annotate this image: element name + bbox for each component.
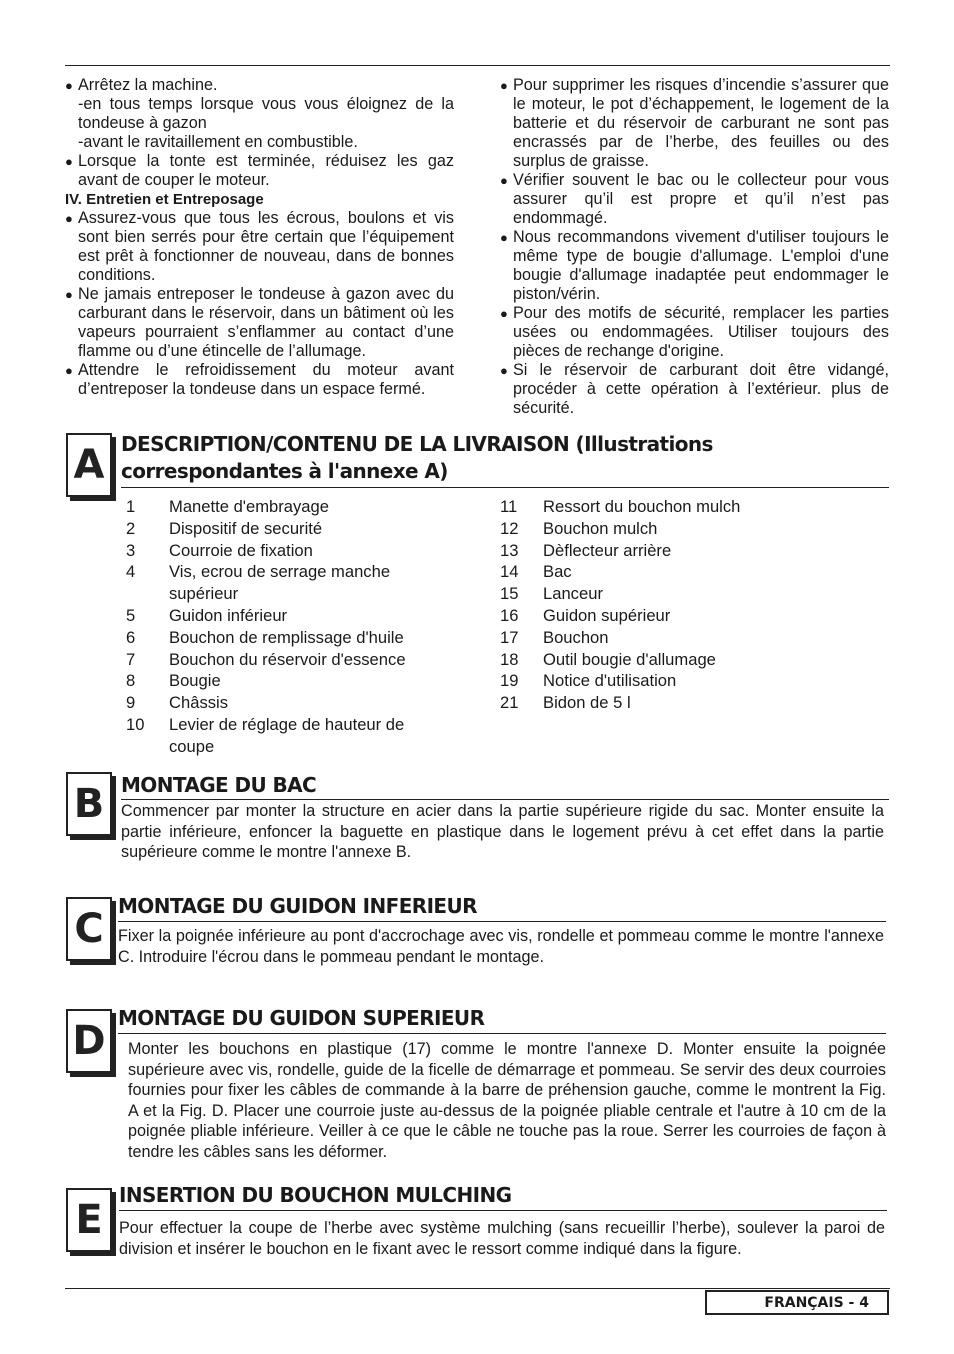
section-b-text: Commencer par monter la structure en acier dans la partie supérieure rigide du sac. Monter ensuite la partie inférieure, enfoncer la baguette en plastique dans le logement prévu à cet effet dans la partie supérieure comme le montre l'annexe B. [121,802,884,862]
bullet-text: ● Si le réservoir de carburant doit être vidangé, procéder à cette opération à l’extérieur. plus de sécurité. [500,361,889,418]
list-item: 13 Dèflecteur arrière [500,540,672,560]
section-e-rule [119,1210,887,1211]
list-item: 17 Bouchon [500,627,609,647]
list-item: 8 Bougie [126,671,221,691]
sub-text: -avant le ravitaillement en combustible. [78,133,358,151]
list-item: 11 Ressort du bouchon mulch [500,497,741,516]
list-item: 21 Bidon de 5 l [500,693,631,713]
section-a-letter: A [66,433,112,497]
page-label: FRANÇAIS - 4 [705,1290,889,1315]
safety-left-column [65,76,454,399]
bullet-text: ● Ne jamais entreposer le tondeuse à gazon avec du carburant dans le réservoir, dans un bâtiment où les vapeurs pourraient s’enflammer au contact d’une flamme ou d’une étincelle de l’allumage. [65,285,454,361]
section-b-title: MONTAGE DU BAC [121,773,317,797]
list-item: 19 Notice d'utilisation [500,671,677,691]
parts-list-left [126,496,446,758]
list-item: 15 Lanceur [500,584,603,604]
parts-list-right [500,496,820,714]
bullet-text: ● Assurez-vous que tous les écrous, boulons et vis sont bien serrés pour être certain que l’équipement est prêt à fonctionner de nouveau, dans de bonnes conditions. [65,209,454,285]
list-item: 18 Outil bougie d'allumage [500,649,716,669]
section-d-title: MONTAGE DU GUIDON SUPERIEUR [118,1006,485,1030]
bullet-text: ● Attendre le refroidissement du moteur avant d’entreposer la tondeuse dans un espace fermé. [65,361,454,399]
section-c-title: MONTAGE DU GUIDON INFERIEUR [118,894,477,918]
footer-rule [65,1288,890,1289]
bullet-text: ● Arrêtez la machine. [65,76,454,95]
list-item: 2 Dispositif de securité [126,518,323,538]
bullet-text: ● Nous recommandons vivement d'utiliser toujours le même type de bougie d'allumage. L'emploi d'une bougie d'allumage inadaptée peut endommager le piston/vérin. [500,228,889,304]
list-item: 1 Manette d'embrayage [126,497,329,516]
sub-text: -en tous temps lorsque vous vous éloignez de la tondeuse à gazon [78,95,454,132]
list-item: 9 Châssis [126,693,229,713]
list-item: 4 Vis, ecrou de serrage manche supérieur [126,562,391,604]
section-e-text: Pour effectuer la coupe de l’herbe avec système mulching (sans recueillir l’herbe), soulever la paroi de division et insérer le bouchon en le fixant avec le ressort comme indiqué dans la figure. [119,1219,885,1258]
list-item: 12 Bouchon mulch [500,518,658,538]
bullet-text: ● Vérifier souvent le bac ou le collecteur pour vous assurer qu’il est propre et qu’il n’est pas endommagé. [500,171,889,228]
list-item: 7 Bouchon du réservoir d'essence [126,649,406,669]
list-item: 14 Bac [500,562,572,582]
list-item: 5 Guidon inférieur [126,605,288,625]
section-d-letter: D [66,1009,112,1073]
list-item: 3 Courroie de fixation [126,540,313,560]
section-a-title: DESCRIPTION/CONTENU DE LA LIVRAISON (Illustrations correspondantes à l'annexe A) [121,432,713,483]
section-e-title: INSERTION DU BOUCHON MULCHING [119,1183,512,1207]
safety-right-column [500,76,889,418]
section-a-rule [121,487,889,488]
section-e-letter: E [66,1188,112,1252]
section-b-letter: B [66,772,112,836]
section-c-letter: C [66,897,112,961]
list-item: 16 Guidon supérieur [500,605,671,625]
list-item: 6 Bouchon de remplissage d'huile [126,627,404,647]
bullet-text: ● Pour supprimer les risques d’incendie s’assurer que le moteur, le pot d’échappement, le logement de la batterie et du réservoir de carburant ne sont pas encrassés par de l’herbe, des feuilles ou des surplus de graisse. [500,76,889,171]
section-c-text: Fixer la poignée inférieure au pont d'accrochage avec vis, rondelle et pommeau comme le montre l'annexe C. Introduire l'écrou dans le pommeau pendant le montage. [118,927,884,966]
subsection-heading: IV. Entretien et Entreposage [65,191,264,208]
section-c-rule [118,921,886,922]
section-d-rule [118,1033,886,1034]
section-d-text: Monter les bouchons en plastique (17) comme le montre l'annexe D. Monter ensuite la poignée supérieure avec vis, rondelle, guide de la ficelle de démarrage et pommeau. Se servir des deux courroies fournies pour fixer les câbles de commande à la barre de préhension gauche, comme le montrent la Fig. A et la Fig. D. Placer une courroie juste au-dessus de la poignée pliable centrale et l'autre à 10 cm de la poignée pliable inférieure. Veiller à ce que le câble ne touche pas la roue. Serrer les courroies de façon à tendre les câbles sans les déformer. [128,1040,886,1161]
bullet-text: ● Lorsque la tonte est terminée, réduisez les gaz avant de couper le moteur. [65,152,454,190]
bullet-text: ● Pour des motifs de sécurité, remplacer les parties usées ou endommagées. Utiliser toujours des pièces de rechange d'origine. [500,304,889,361]
top-rule [65,65,890,66]
list-item: 10 Levier de réglage de hauteur de coupe [126,714,405,756]
section-b-rule [121,799,889,800]
